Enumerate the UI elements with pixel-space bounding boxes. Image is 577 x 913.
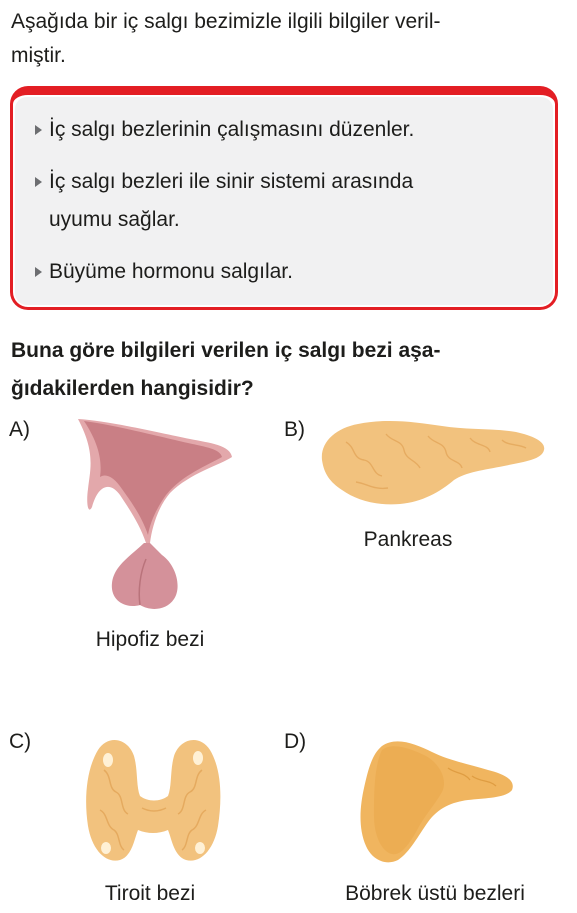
intro-line-2: miştir.	[11, 44, 66, 67]
question-line-2: ğıdakilerden hangisidir?	[11, 377, 254, 400]
info-bullet-2: İç salgı bezleri ile sinir sistemi arasında	[49, 165, 539, 199]
pancreas-icon[interactable]	[316, 412, 551, 512]
option-d-caption: Böbrek üstü bezleri	[345, 882, 525, 905]
thyroid-gland-icon[interactable]	[78, 730, 228, 870]
bullet-triangle-icon	[35, 267, 42, 277]
option-a-caption: Hipofiz bezi	[95, 628, 205, 651]
option-d-letter[interactable]: D)	[284, 730, 307, 753]
option-b-letter[interactable]: B)	[284, 418, 305, 441]
option-c-caption: Tiroit bezi	[104, 882, 196, 905]
info-bullet-1: İç salgı bezlerinin çalışmasını düzenler.	[49, 113, 539, 147]
info-bullet-3: Büyüme hormonu salgılar.	[49, 255, 539, 289]
info-bullet-2-cont: uyumu sağlar.	[49, 208, 180, 231]
info-box	[10, 86, 558, 310]
question-line-1: Buna göre bilgileri verilen iç salgı bezi aşa-	[11, 339, 441, 362]
intro-text	[11, 2, 567, 76]
intro-line-1: Aşağıda bir iç salgı bezimizle ilgili bilgiler veril-	[11, 10, 441, 33]
bullet-triangle-icon	[35, 177, 42, 187]
option-c-letter[interactable]: C)	[9, 730, 32, 753]
option-a-letter[interactable]: A)	[9, 418, 30, 441]
question-text	[11, 332, 567, 408]
bullet-triangle-icon	[35, 125, 42, 135]
adrenal-gland-icon[interactable]	[352, 736, 517, 866]
option-b-caption: Pankreas	[363, 528, 453, 551]
pituitary-gland-icon[interactable]	[70, 415, 240, 615]
